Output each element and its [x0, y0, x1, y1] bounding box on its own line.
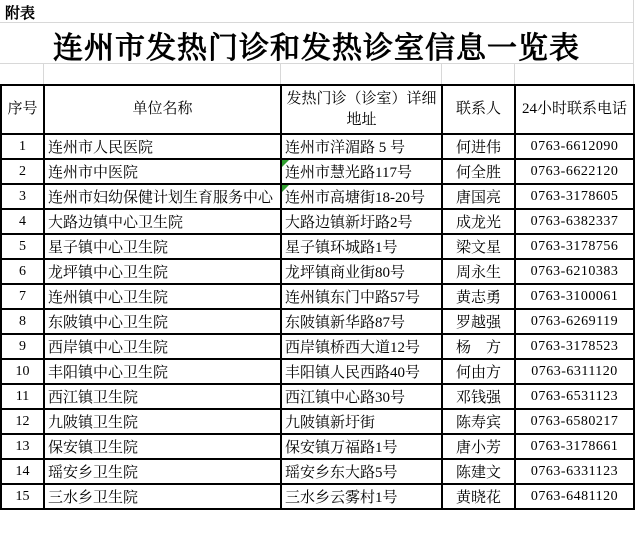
cell-unit: 九陂镇卫生院 — [44, 409, 281, 434]
cell-address — [281, 159, 442, 184]
cell-phone: 0763-6210383 — [515, 259, 634, 284]
cell-unit: 三水乡卫生院 — [44, 484, 281, 509]
cell-no: 12 — [1, 409, 44, 434]
cell-address-text: 连州市慧光路117号 — [285, 165, 412, 181]
cell-unit: 丰阳镇中心卫生院 — [44, 359, 281, 384]
cell-address-text: 连州镇东门中路57号 — [285, 290, 421, 306]
cell-phone: 0763-6382337 — [515, 209, 634, 234]
cell-no: 10 — [1, 359, 44, 384]
cell-phone: 0763-6622120 — [515, 159, 634, 184]
cell-no: 13 — [1, 434, 44, 459]
cell-contact: 成龙光 — [442, 209, 515, 234]
cell-contact: 梁文星 — [442, 234, 515, 259]
cell-no: 1 — [1, 134, 44, 159]
cell-unit: 保安镇卫生院 — [44, 434, 281, 459]
table-row — [1, 309, 634, 334]
table-body — [1, 134, 634, 509]
cell-address-text: 九陂镇新圩街 — [285, 415, 376, 431]
cell-address — [281, 259, 442, 284]
table-row — [1, 434, 634, 459]
cell-address — [281, 184, 442, 209]
table-row — [1, 184, 634, 209]
table-row — [1, 459, 634, 484]
cell-contact: 陈建文 — [442, 459, 515, 484]
header-unit: 单位名称 — [44, 85, 281, 134]
cell-phone: 0763-3178523 — [515, 334, 634, 359]
cell-no: 5 — [1, 234, 44, 259]
cell-address-text: 东陂镇新华路87号 — [285, 315, 406, 331]
cell-address — [281, 409, 442, 434]
cell-address — [281, 459, 442, 484]
cell-contact: 唐国亮 — [442, 184, 515, 209]
cell-contact: 黄晓花 — [442, 484, 515, 509]
cell-flag-icon — [282, 185, 289, 192]
cell-address-text: 连州市高塘街18-20号 — [285, 190, 425, 206]
cell-address — [281, 359, 442, 384]
cell-address-text: 大路边镇新圩路2号 — [285, 215, 413, 231]
cell-no: 9 — [1, 334, 44, 359]
cell-phone: 0763-6580217 — [515, 409, 634, 434]
cell-phone: 0763-6269119 — [515, 309, 634, 334]
table-row — [1, 384, 634, 409]
cell-unit: 大路边镇中心卫生院 — [44, 209, 281, 234]
table-row — [1, 209, 634, 234]
cell-address — [281, 134, 442, 159]
cell-address — [281, 434, 442, 459]
table-header — [1, 85, 634, 134]
cell-address-text: 三水乡云雾村1号 — [285, 490, 398, 506]
cell-unit: 连州市妇幼保健计划生育服务中心 — [44, 184, 281, 209]
cell-address — [281, 334, 442, 359]
header-address: 发热门诊（诊室）详细地址 — [281, 85, 442, 134]
cell-address-text: 丰阳镇人民西路40号 — [285, 365, 421, 381]
info-table — [0, 84, 635, 510]
cell-unit: 西岸镇中心卫生院 — [44, 334, 281, 359]
cell-phone: 0763-3178756 — [515, 234, 634, 259]
page-title: 连州市发热门诊和发热诊室信息一览表 — [53, 32, 580, 65]
cell-unit: 连州市中医院 — [44, 159, 281, 184]
cell-phone: 0763-3178661 — [515, 434, 634, 459]
table-row — [1, 284, 634, 309]
cell-no: 8 — [1, 309, 44, 334]
cell-contact: 杨 方 — [442, 334, 515, 359]
cell-contact: 邓钱强 — [442, 384, 515, 409]
cell-unit: 星子镇中心卫生院 — [44, 234, 281, 259]
cell-contact: 周永生 — [442, 259, 515, 284]
cell-unit: 连州镇中心卫生院 — [44, 284, 281, 309]
cell-phone: 0763-6481120 — [515, 484, 634, 509]
cell-no: 11 — [1, 384, 44, 409]
cell-unit: 连州市人民医院 — [44, 134, 281, 159]
cell-phone: 0763-3178605 — [515, 184, 634, 209]
header-contact: 联系人 — [442, 85, 515, 134]
cell-no: 2 — [1, 159, 44, 184]
cell-address — [281, 484, 442, 509]
cell-phone: 0763-6331123 — [515, 459, 634, 484]
table-row — [1, 409, 634, 434]
cell-unit: 瑶安乡卫生院 — [44, 459, 281, 484]
cell-unit: 龙坪镇中心卫生院 — [44, 259, 281, 284]
cell-address — [281, 309, 442, 334]
table-row — [1, 259, 634, 284]
cell-address-text: 保安镇万福路1号 — [285, 440, 398, 456]
cell-phone: 0763-6531123 — [515, 384, 634, 409]
cell-unit: 西江镇卫生院 — [44, 384, 281, 409]
table-row — [1, 134, 634, 159]
table-row — [1, 484, 634, 509]
table-row — [1, 159, 634, 184]
cell-address — [281, 284, 442, 309]
cell-address-text: 龙坪镇商业街80号 — [285, 265, 406, 281]
cell-address-text: 西江镇中心路30号 — [285, 390, 406, 406]
header-phone: 24小时联系电话 — [515, 85, 634, 134]
cell-contact: 罗越强 — [442, 309, 515, 334]
gridline — [633, 0, 634, 84]
cell-no: 6 — [1, 259, 44, 284]
cell-contact: 何由方 — [442, 359, 515, 384]
attachment-label: 附表 — [5, 5, 36, 22]
cell-address — [281, 234, 442, 259]
cell-contact: 黄志勇 — [442, 284, 515, 309]
cell-contact: 何进伟 — [442, 134, 515, 159]
cell-contact: 何全胜 — [442, 159, 515, 184]
cell-address — [281, 209, 442, 234]
cell-address-text: 星子镇环城路1号 — [285, 240, 398, 256]
cell-contact: 陈寿宾 — [442, 409, 515, 434]
cell-no: 7 — [1, 284, 44, 309]
cell-address-text: 瑶安乡东大路5号 — [285, 465, 398, 481]
cell-address-text: 连州市洋湄路 5 号 — [285, 140, 406, 156]
table-row — [1, 234, 634, 259]
cell-address — [281, 384, 442, 409]
cell-phone: 0763-6311120 — [515, 359, 634, 384]
cell-address-text: 西岸镇桥西大道12号 — [285, 340, 421, 356]
cell-no: 15 — [1, 484, 44, 509]
cell-contact: 唐小芳 — [442, 434, 515, 459]
cell-no: 14 — [1, 459, 44, 484]
header-no: 序号 — [1, 85, 44, 134]
cell-unit: 东陂镇中心卫生院 — [44, 309, 281, 334]
cell-no: 4 — [1, 209, 44, 234]
cell-flag-icon — [282, 160, 289, 167]
cell-no: 3 — [1, 184, 44, 209]
header-row — [1, 85, 634, 134]
table-row — [1, 359, 634, 384]
table-row — [1, 334, 634, 359]
cell-phone: 0763-3100061 — [515, 284, 634, 309]
cell-phone: 0763-6612090 — [515, 134, 634, 159]
